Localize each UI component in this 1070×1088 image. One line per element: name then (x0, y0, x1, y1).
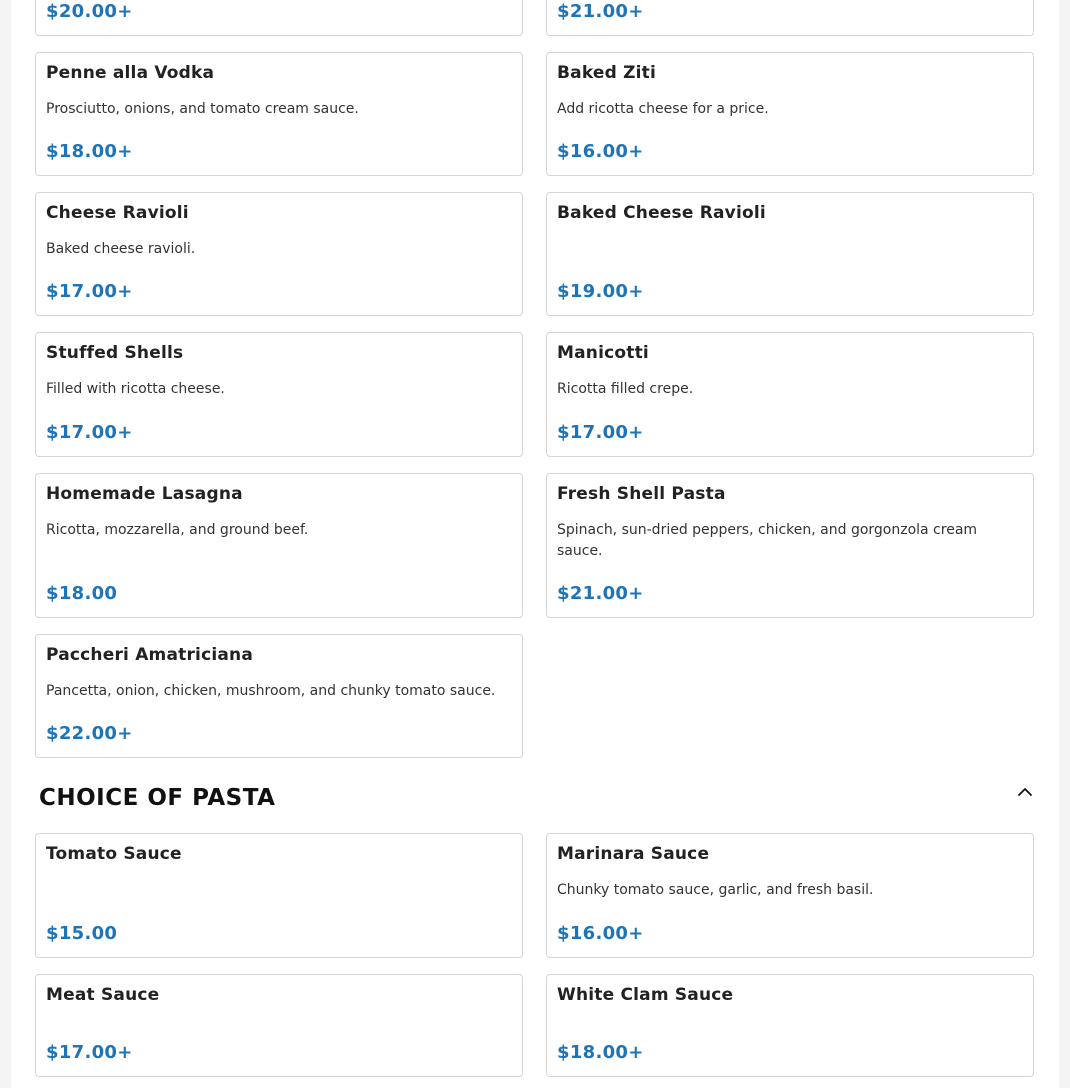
item-price: $21.00+ (557, 1, 644, 22)
item-description: Baked cheese ravioli. (46, 241, 196, 257)
item-name: Meat Sauce (46, 985, 160, 1005)
menu-item-card[interactable] (546, 192, 1034, 316)
menu-item-card[interactable] (546, 332, 1034, 457)
item-name: Homemade Lasagna (46, 484, 243, 504)
item-name: White Clam Sauce (557, 985, 734, 1005)
menu-item-card[interactable] (35, 974, 523, 1077)
item-name: Marinara Sauce (557, 844, 710, 864)
menu-item-card[interactable] (546, 974, 1034, 1077)
item-name: Penne alla Vodka (46, 63, 215, 83)
item-price: $17.00+ (46, 422, 133, 443)
item-name: Paccheri Amatriciana (46, 645, 254, 665)
item-price: $18.00 (46, 583, 118, 604)
item-description: Pancetta, onion, chicken, mushroom, and chunky tomato sauce. (46, 683, 496, 699)
item-description: Ricotta filled crepe. (557, 381, 694, 397)
item-price: $18.00+ (46, 141, 133, 162)
menu-item-card[interactable] (35, 332, 523, 457)
item-price: $21.00+ (557, 583, 644, 604)
item-description: Ricotta, mozzarella, and ground beef. (46, 522, 309, 538)
collapse-section-button[interactable] (1015, 782, 1035, 802)
menu-item-card[interactable] (546, 0, 1034, 36)
item-price: $17.00+ (46, 281, 133, 302)
item-description: Chunky tomato sauce, garlic, and fresh basil. (557, 882, 874, 898)
menu-item-card[interactable] (35, 0, 523, 36)
item-description: Prosciutto, onions, and tomato cream sauce. (46, 101, 359, 117)
menu-item-card[interactable] (35, 634, 523, 758)
menu-item-card[interactable] (35, 192, 523, 316)
item-name: Cheese Ravioli (46, 203, 189, 223)
item-description: Add ricotta cheese for a price. (557, 101, 769, 117)
item-name: Fresh Shell Pasta (557, 484, 726, 504)
menu-item-card[interactable] (546, 473, 1034, 618)
item-description: Filled with ricotta cheese. (46, 381, 225, 397)
item-price: $17.00+ (46, 1042, 133, 1063)
menu-item-card[interactable] (35, 52, 523, 176)
item-price: $17.00+ (557, 422, 644, 443)
item-name: Baked Ziti (557, 63, 657, 83)
item-price: $20.00+ (46, 1, 133, 22)
item-price: $18.00+ (557, 1042, 644, 1063)
item-name: Tomato Sauce (46, 844, 182, 864)
item-name: Manicotti (557, 343, 649, 363)
menu-item-card[interactable] (546, 833, 1034, 958)
menu-item-card[interactable] (35, 833, 523, 958)
item-price: $16.00+ (557, 923, 644, 944)
item-price: $22.00+ (46, 723, 133, 744)
menu-page (11, 0, 1059, 1088)
item-name: Baked Cheese Ravioli (557, 203, 766, 223)
item-price: $16.00+ (557, 141, 644, 162)
item-price: $19.00+ (557, 281, 644, 302)
section-title: CHOICE OF PASTA (39, 785, 276, 811)
chevron-up-icon (1015, 782, 1035, 802)
menu-item-card[interactable] (35, 473, 523, 618)
item-name: Stuffed Shells (46, 343, 184, 363)
item-price: $15.00 (46, 923, 118, 944)
menu-item-card[interactable] (546, 52, 1034, 176)
item-description: Spinach, sun-dried peppers, chicken, and gorgonzola cream sauce. (557, 522, 978, 559)
